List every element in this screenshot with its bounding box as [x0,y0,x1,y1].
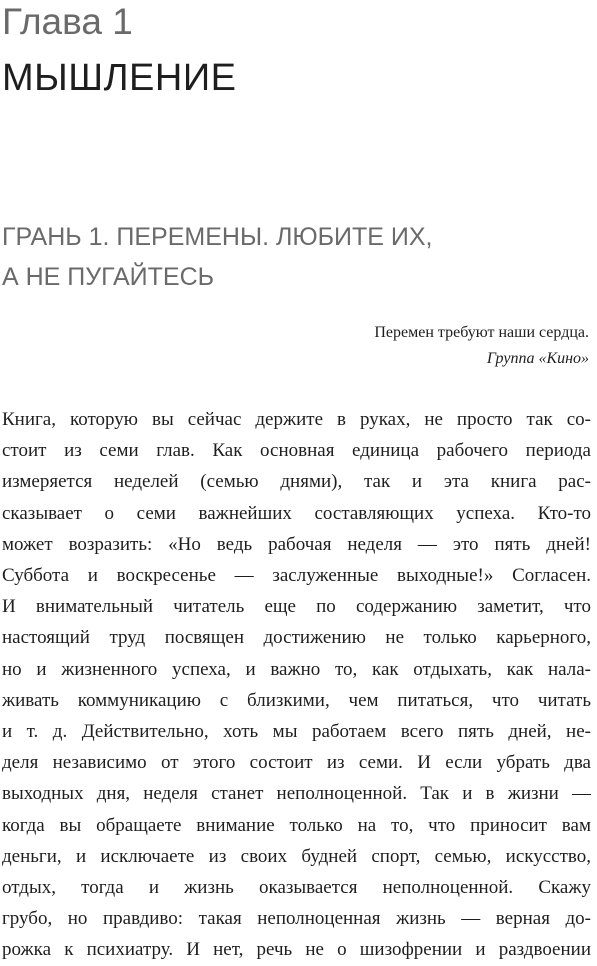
chapter-label: Глава 1 [2,1,133,42]
body-line: и т. д. Действительно, хоть мы работаем всего пять дней, не- [2,721,591,743]
body-line: может возразить: «Но ведь рабочая неделя — это пять дней! [2,533,591,555]
body-line: измеряется неделей (семью днями), так и эта книга рас- [2,471,591,493]
body-line: настоящий труд посвящен достижению не только карьерного, [2,627,591,649]
body-line: когда вы обращаете внимание только на то, что приносит вам [2,814,591,836]
chapter-title: МЫШЛЕНИЕ [2,57,237,99]
epigraph-quote: Перемен требуют наши сердца. [374,324,589,341]
body-line: выходных дня, неделя станет неполноценной. Так и в жизни — [2,783,591,805]
epigraph-author: Группа «Кино» [486,350,589,367]
body-line: рожка к психиатру. И нет, речь не о шизофрении и раздвоении [2,939,591,961]
body-line: отдых, тогда и жизнь оказывается неполноценной. Скажу [2,877,591,899]
body-line: сказывает о семи важнейших составляющих успеха. Кто-то [2,502,591,524]
section-title [2,217,433,297]
body-line: И внимательный читатель еще по содержанию заметит, что [2,596,591,618]
body-line: но и жизненного успеха, и важно то, как отдыхать, как нала- [2,658,591,680]
body-line: Книга, которую вы сейчас держите в руках, не просто так со- [2,409,591,430]
body-line: стоит из семи глав. Как основная единица рабочего периода [2,440,591,462]
section-title-line: ГРАНЬ 1. ПЕРЕМЕНЫ. ЛЮБИТЕ ИХ, [2,223,433,251]
section-title-line: А НЕ ПУГАЙТЕСЬ [2,263,215,291]
epigraph [374,320,589,372]
body-line: деньги, и исключаете из своих будней спорт, семью, искусство, [2,845,591,867]
body-line: живать коммуникацию с близкими, чем питаться, что читать [2,689,591,711]
body-paragraph [2,404,591,966]
body-line: Суббота и воскресенье — заслуженные выходные!» Согласен. [2,565,591,587]
body-line: грубо, но правдиво: такая неполноценная жизнь — верная до- [2,908,591,930]
body-line: деля независимо от этого состоит из семи. И если убрать два [2,752,591,774]
